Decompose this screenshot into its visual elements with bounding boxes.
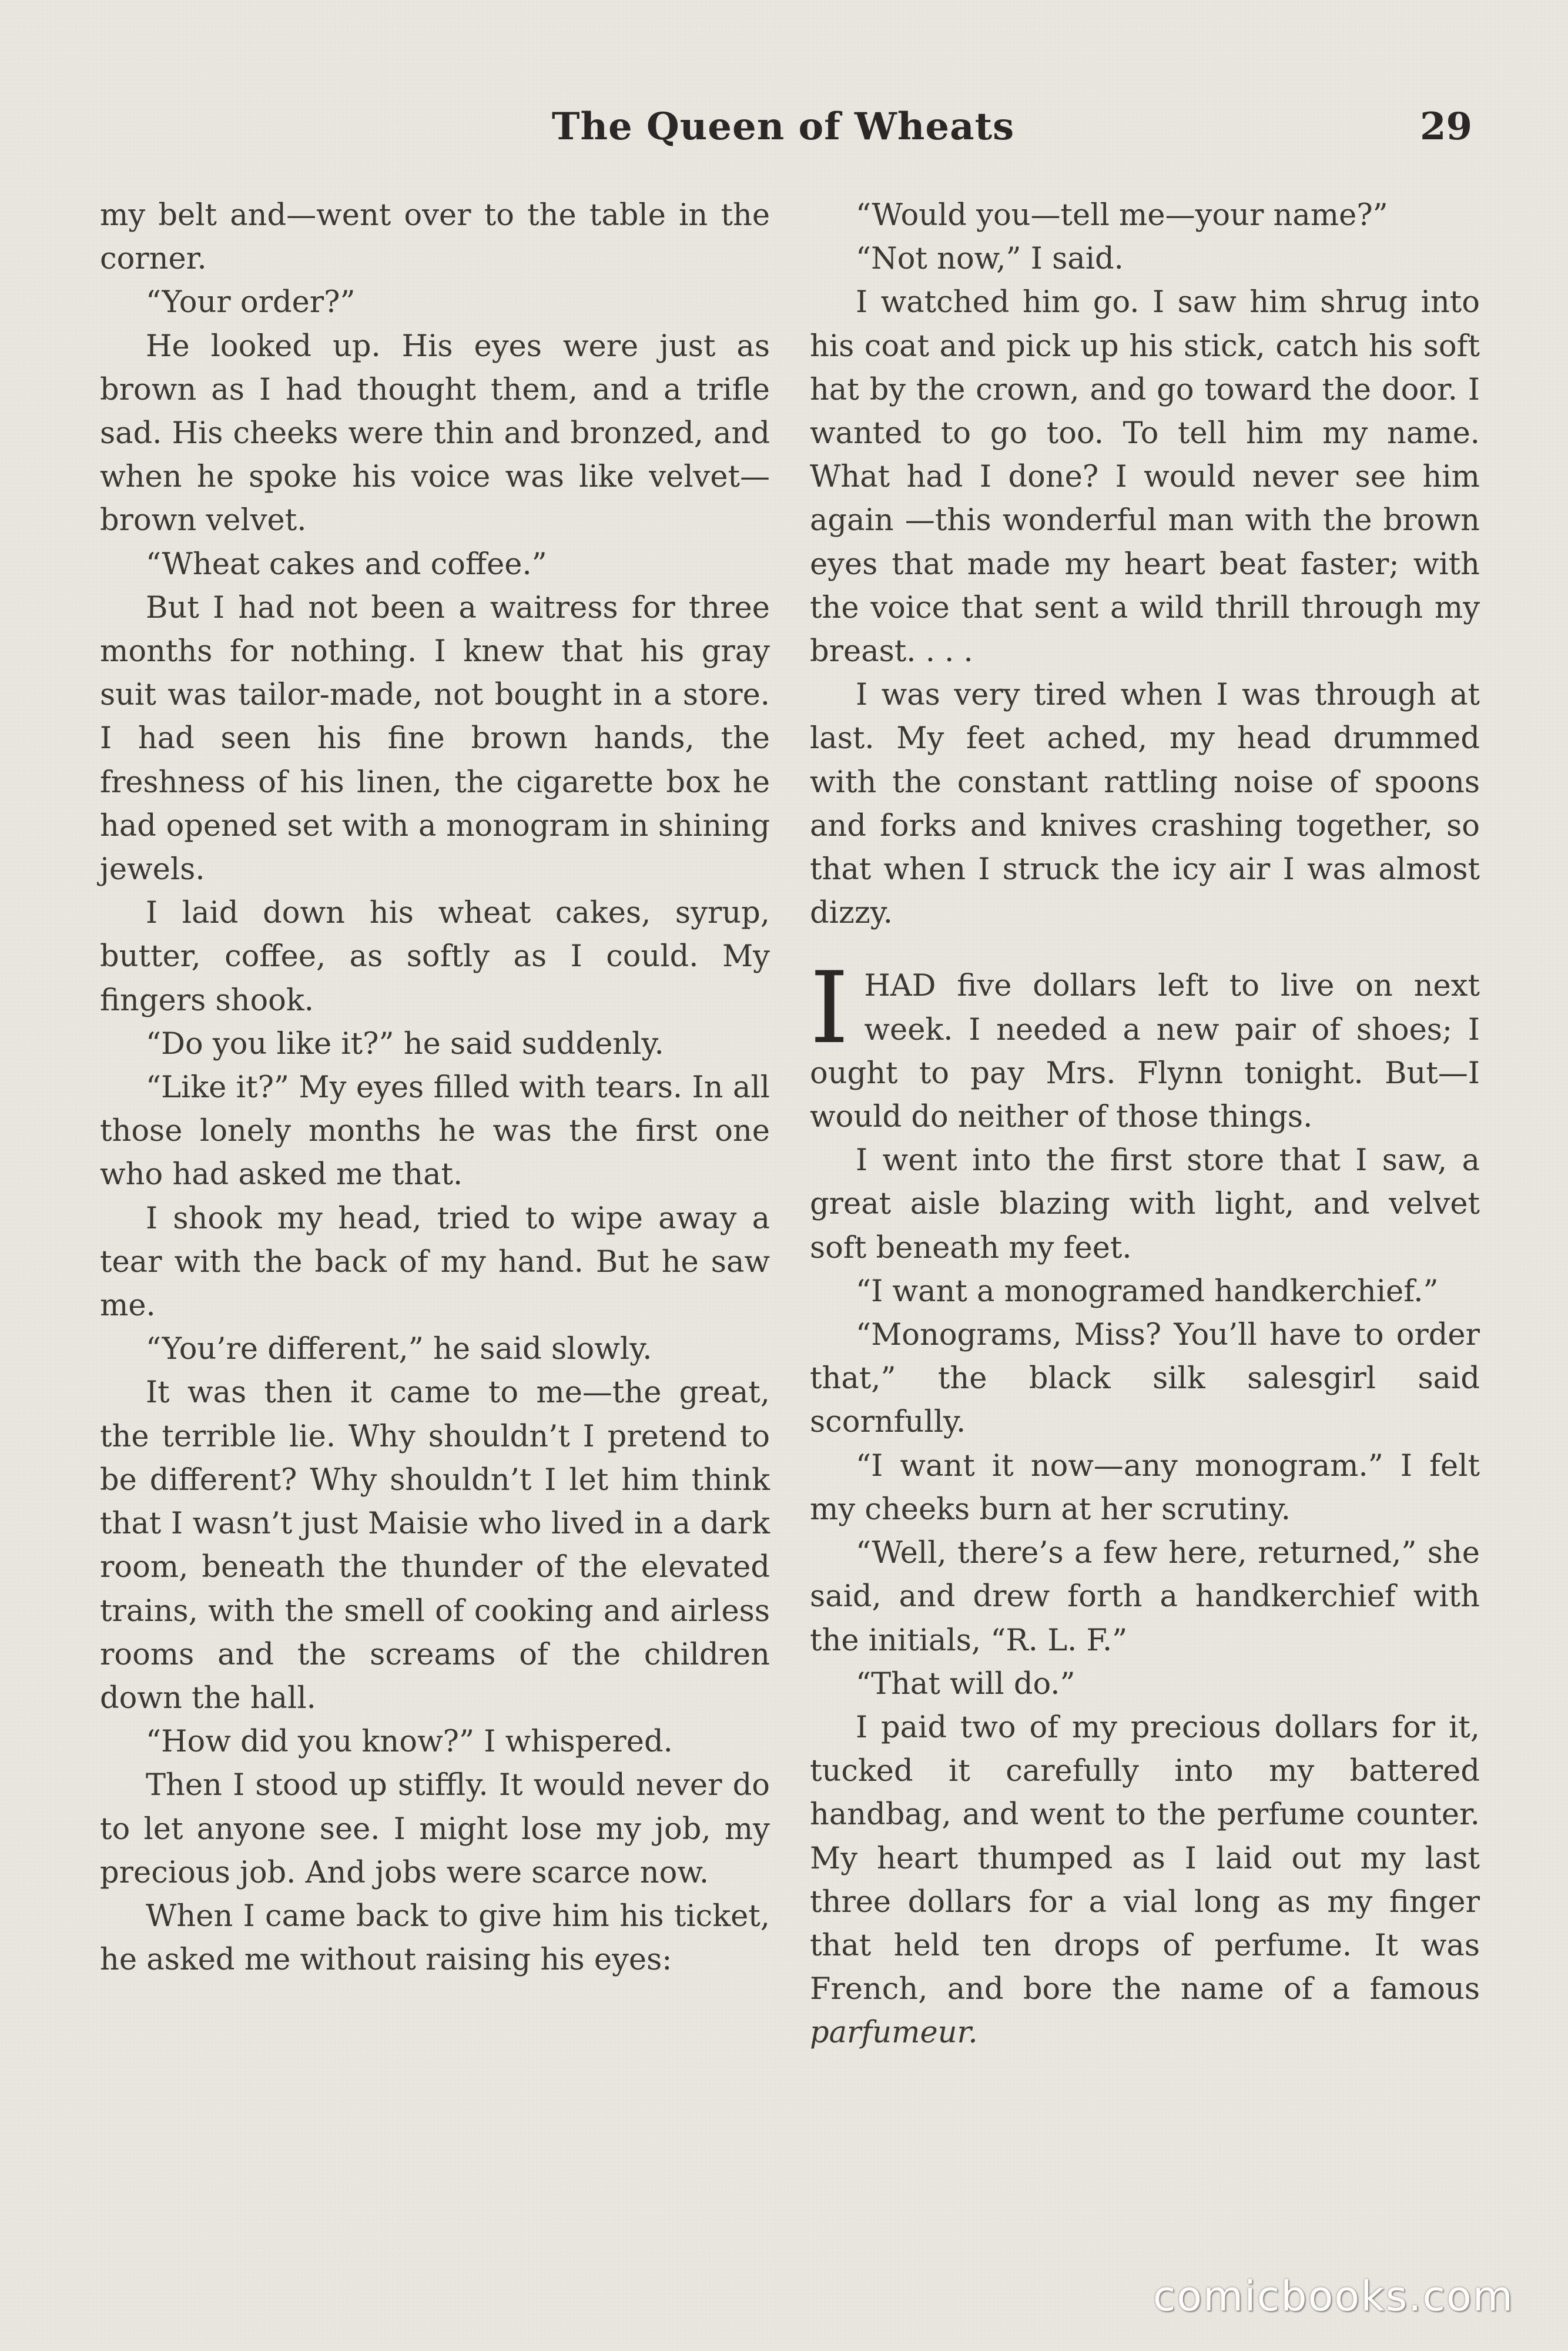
left-column xyxy=(100,194,770,1982)
paragraph: But I had not been a waitress for three months for nothing. I knew that his gray suit was tailor-made, not bought in a store. I had seen his fine brown hands, the freshness of his linen, the cigarette box he had opened set with a monogram in shining jewels. xyxy=(100,590,770,888)
running-head xyxy=(94,105,1472,158)
paragraph: “Would you—tell me—your name?” xyxy=(856,198,1388,233)
italic-word: parfumeur. xyxy=(810,2015,978,2051)
paragraph-text: I paid two of my precious dollars for it, tucked it carefully into my battered handbag, and went to the perfume counter. My heart thumped as I laid out my last three dollars for a vial long as my finger that held ten drops of perfume. It was French, and bore the name of a famous xyxy=(810,1710,1480,2007)
paragraph: “Your order?” xyxy=(146,285,356,320)
paragraph: “Not now,” I said. xyxy=(856,242,1124,277)
paragraph: I was very tired when I was through at last. My feet ached, my head drummed with the constant rattling noise of spoons and forks and knives crashing together, so that when I struck the icy air I was almost dizzy. xyxy=(810,678,1480,931)
paragraph: I watched him go. I saw him shrug into his coat and pick up his stick, catch his soft hat by the crown, and go toward the door. I wanted to go too. To tell him my name. What had I done? I would never see him again —this wonderful man with the brown eyes that made my heart beat faster; with the voice that sent a wild thrill through my breast. . . . xyxy=(810,285,1480,669)
paragraph: “That will do.” xyxy=(856,1666,1076,1702)
paragraph: “Do you like it?” he said suddenly. xyxy=(146,1026,664,1061)
paragraph: “Like it?” My eyes filled with tears. In all those lonely months he was the first one who had asked me that. xyxy=(100,1070,770,1193)
running-title: The Queen of Wheats xyxy=(551,105,1015,149)
paragraph: I laid down his wheat cakes, syrup, butter, coffee, as softly as I could. My fingers shook. xyxy=(100,896,770,1018)
paragraph: When I came back to give him his ticket, he asked me without raising his eyes: xyxy=(100,1898,770,1978)
paragraph: “I want it now—any monogram.” I felt my cheeks burn at her scrutiny. xyxy=(810,1448,1480,1527)
paragraph: I went into the first store that I saw, a great aisle blazing with light, and velvet soft beneath my feet. xyxy=(810,1143,1480,1265)
small-caps-lead: HAD xyxy=(864,969,936,1004)
paragraph: He looked up. His eyes were just as brown as I had thought them, and a trifle sad. His cheeks were thin and bronzed, and when he spoke his voice was like velvet—brown velvet. xyxy=(100,329,770,538)
site-watermark: comicbooks.com xyxy=(1152,2272,1514,2320)
paragraph: Then I stood up stiffly. It would never do to let anyone see. I might lose my job, my precious job. And jobs were scarce now. xyxy=(100,1768,770,1890)
drop-cap: I xyxy=(810,950,849,1066)
paragraph: It was then it came to me—the great, the terrible lie. Why shouldn’t I pretend to be different? Why shouldn’t I let him think that I wasn’t just Maisie who lived in a dark room, beneath the thunder of the elevated trains, with the smell of cooking and airless rooms and the screams of the children down the hall. xyxy=(100,1375,770,1716)
paragraph: “How did you know?” I whispered. xyxy=(146,1724,673,1760)
right-column xyxy=(810,194,1480,2055)
paragraph: I shook my head, tried to wipe away a tear with the back of my hand. But he saw me. xyxy=(100,1201,770,1324)
paragraph: “I want a monogramed handkerchief.” xyxy=(856,1274,1439,1309)
page-number: 29 xyxy=(1419,105,1472,149)
paragraph xyxy=(810,1706,1480,2055)
paragraph: “Monograms, Miss? You’ll have to order that,” the black silk salesgirl said scornfully. xyxy=(810,1318,1480,1440)
paragraph: “You’re different,” he said slowly. xyxy=(146,1332,652,1367)
paragraph: my belt and—went over to the table in the corner. xyxy=(100,198,770,277)
section-opening-paragraph xyxy=(810,950,1480,1139)
paragraph-text: five dollars left to live on next week. I needed a new pair of shoes; I ought to pay Mrs. Flynn tonight. But—I would do neither of those things. xyxy=(810,969,1480,1135)
paragraph: “Well, there’s a few here, returned,” she said, and drew forth a handkerchief with the initials, “R. L. F.” xyxy=(810,1536,1480,1658)
paragraph: “Wheat cakes and coffee.” xyxy=(146,547,547,582)
